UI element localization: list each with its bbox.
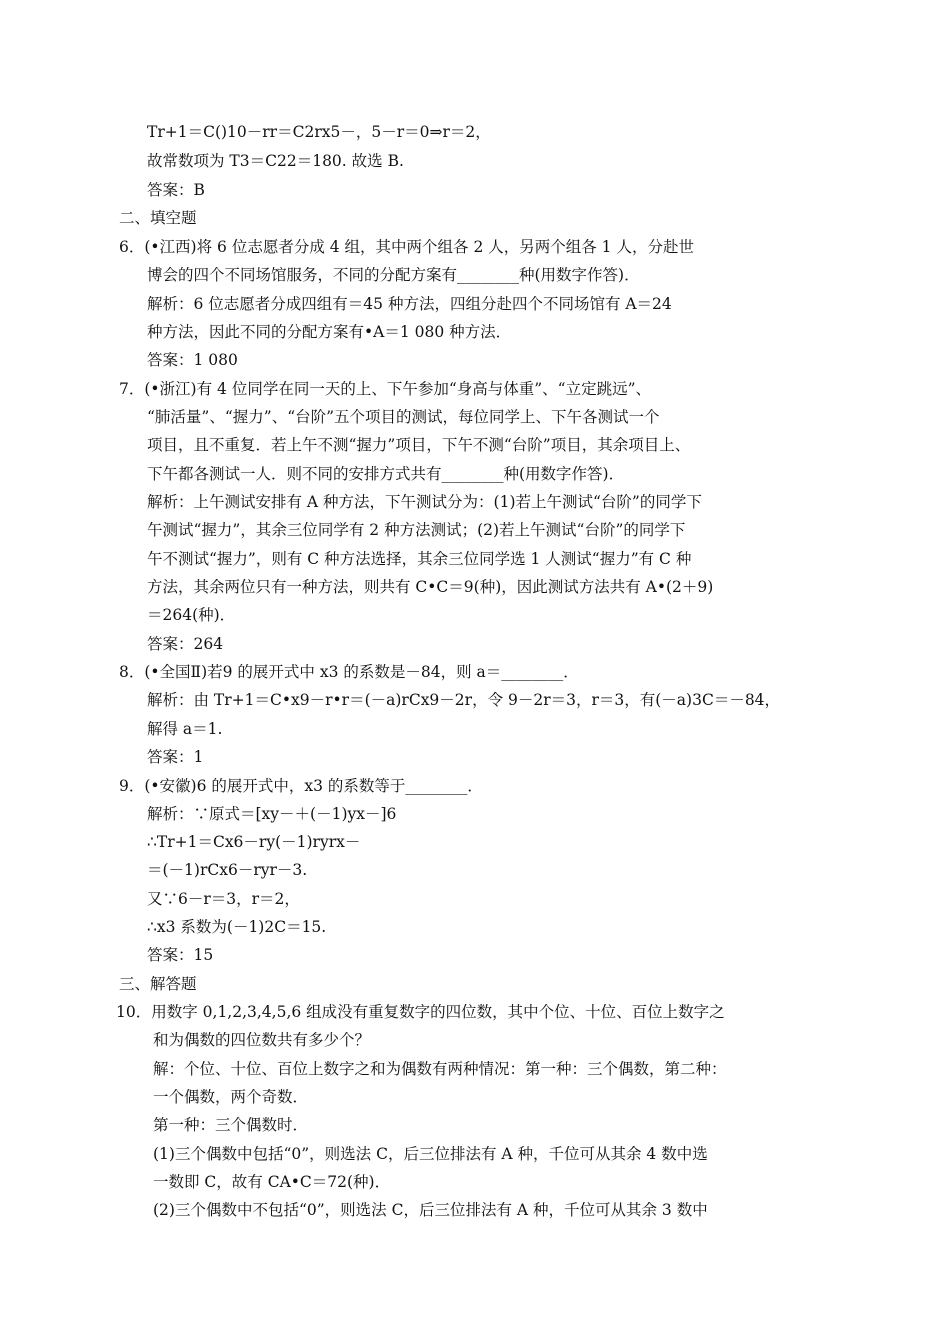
question-line: 8．(•全国Ⅱ)若9 的展开式中 x3 的系数是－84，则 a＝________． <box>119 663 579 681</box>
text-line: 故常数项为 T3＝C22＝180. 故选 B. <box>147 152 404 170</box>
question-line: 9．(•安徽)6 的展开式中，x3 的系数等于________． <box>119 777 483 795</box>
text-line: (2)三个偶数中不包括“0”，则选法 C，后三位排法有 A 种，千位可从其余 3 数中 <box>153 1201 708 1219</box>
text-line: 午测试“握力”，其余三位同学有 2 种方法测试；(2)若上午测试“台阶”的同学下 <box>147 521 686 539</box>
text-line: 项目，且不重复．若上午不测“握力”项目，下午不测“台阶”项目，其余项目上、 <box>147 436 691 454</box>
text-line: ＝264(种)． <box>147 606 236 624</box>
text-line: 一个偶数，两个奇数． <box>153 1088 309 1106</box>
section-heading: 三、解答题 <box>119 975 197 993</box>
text-line: 第一种：三个偶数时． <box>153 1116 309 1134</box>
question-line: 10．用数字 0,1,2,3,4,5,6 组成没有重复数字的四位数，其中个位、十位、百位上数字之 <box>116 1003 725 1021</box>
text-line: 一数即 C，故有 CA•C＝72(种)． <box>153 1173 391 1191</box>
text-line: 方法，其余两位只有一种方法，则共有 C•C＝9(种)，因此测试方法共有 A•(2＋9) <box>147 578 714 596</box>
text-line: 答案：1 080 <box>147 351 238 369</box>
section-heading: 二、填空题 <box>119 209 197 227</box>
text-line: 和为偶数的四位数共有多少个？ <box>153 1031 371 1049</box>
text-line: “肺活量”、“握力”、“台阶”五个项目的测试，每位同学上、下午各测试一个 <box>147 408 660 426</box>
text-line: 解析：由 Tr+1＝C•x9－r•r＝(－a)rCx9－2r，令 9－2r＝3，r＝3，有(－a)3C＝－84， <box>147 691 781 709</box>
text-line: (1)三个偶数中包括“0”，则选法 C，后三位排法有 A 种，千位可从其余 4 数中选 <box>153 1145 708 1163</box>
text-line: 答案：264 <box>147 635 224 653</box>
text-line: ＝(－1)rCx6－ryr－3. <box>147 861 308 879</box>
text-line: ∴Tr+1＝Cx6－ry(－1)ryrx－ <box>147 833 361 851</box>
text-line: 解析：上午测试安排有 A 种方法，下午测试分为：(1)若上午测试“台阶”的同学下 <box>147 493 702 511</box>
text-line: 答案：15 <box>147 946 214 964</box>
text-line: 种方法，因此不同的分配方案有•A＝1 080 种方法． <box>147 323 512 341</box>
text-line: 答案：1 <box>147 748 204 766</box>
text-line: 又∵6－r＝3，r＝2， <box>147 890 300 908</box>
text-line: ∴x3 系数为(－1)2C＝15. <box>147 918 327 936</box>
text-line: 解析：∵原式＝[xy－＋(－1)yx－]6 <box>147 805 397 823</box>
question-line: 7．(•浙江)有 4 位同学在同一天的上、下午参加“身高与体重”、“立定跳远”、 <box>119 380 652 398</box>
text-line: 解析：6 位志愿者分成四组有＝45 种方法，四组分赴四个不同场馆有 A＝24 <box>147 295 672 313</box>
text-line: 解：个位、十位、百位上数字之和为偶数有两种情况：第一种：三个偶数，第二种： <box>153 1060 727 1078</box>
question-line: 6．(•江西)将 6 位志愿者分成 4 组，其中两个组各 2 人，另两个组各 1 人，分赴世 <box>119 238 694 256</box>
text-line: Tr+1＝C()10－rr＝C2rx5－，5－r＝0⇒r＝2， <box>147 123 491 141</box>
text-line: 下午都各测试一人．则不同的安排方式共有________种(用数字作答)． <box>147 465 625 483</box>
text-line: 解得 a＝1. <box>147 720 223 738</box>
text-line: 博会的四个不同场馆服务，不同的分配方案有________种(用数字作答)． <box>147 266 640 284</box>
text-line: 答案：B <box>147 181 205 199</box>
text-line: 午不测试“握力”，则有 C 种方法选择，其余三位同学选 1 人测试“握力”有 C 种 <box>147 550 692 568</box>
